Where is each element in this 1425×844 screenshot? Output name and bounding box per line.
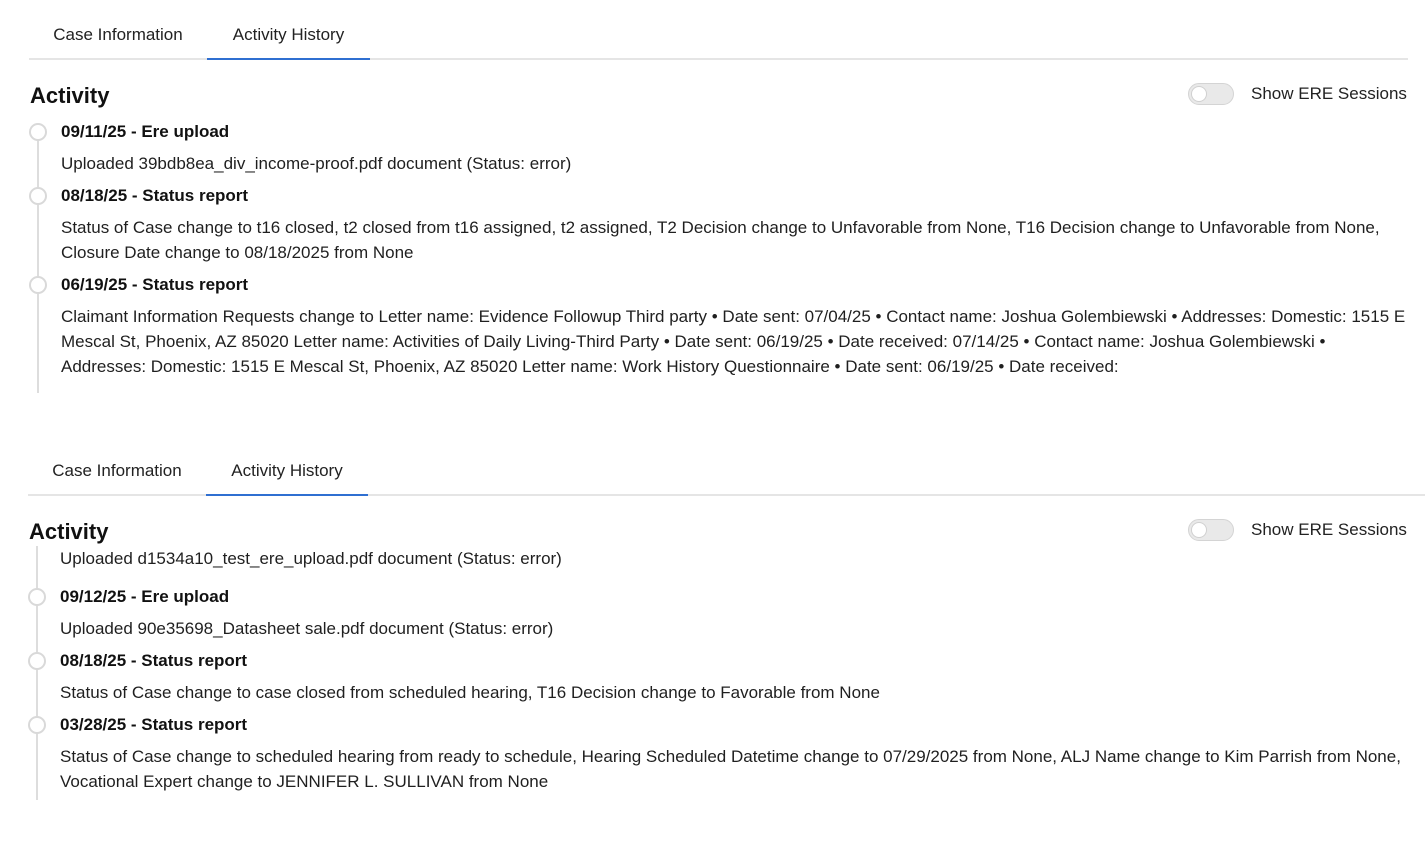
activity-panel-1 — [29, 22, 1409, 394]
activity-heading: Activity — [30, 83, 110, 108]
activity-timeline — [29, 120, 1409, 393]
timeline-dot — [29, 123, 47, 141]
timeline-entry — [28, 585, 1425, 641]
tab-case-information[interactable]: Case Information — [53, 25, 183, 44]
entry-title: 08/18/25 - Status report — [61, 186, 249, 205]
toggle-knob — [1191, 522, 1207, 538]
entry-title: 09/12/25 - Ere upload — [60, 587, 230, 606]
timeline-dot — [28, 716, 46, 734]
entry-title: 03/28/25 - Status report — [60, 715, 248, 734]
entry-body: Uploaded 90e35698_Datasheet sale.pdf document (Status: error) — [60, 619, 554, 638]
timeline-dot — [28, 588, 46, 606]
timeline-dot — [29, 187, 47, 205]
show-ere-sessions-label: Show ERE Sessions — [1251, 520, 1407, 539]
timeline-entry — [29, 120, 1409, 176]
timeline-entry — [29, 273, 1409, 379]
timeline-entry-partial — [28, 546, 1425, 571]
tab-bar — [29, 22, 1408, 60]
show-ere-sessions-toggle[interactable] — [1188, 83, 1234, 105]
entry-body: Uploaded 39bdb8ea_div_income-proof.pdf document (Status: error) — [61, 154, 572, 173]
entry-body: Claimant Information Requests change to Letter name: Evidence Followup Third party • Date sent: 07/04/25 • Contact name: Joshua Golembiewski • Addresses: Domestic: 1515 E Mescal St, Phoenix, AZ 85020 Letter name: Activities of Daily Living-Third Party • Date sent: 06/19/25 • Date received: 07/14/25 • Contact name: Joshua Golembiewski • Addresses: Domestic: 1515 E Mescal St, Phoenix, AZ 85020 Letter name: Work History Questionnaire • Date sent: 06/19/25 • Date received: — [61, 307, 1406, 376]
activity-timeline — [28, 546, 1425, 836]
show-ere-sessions-toggle[interactable] — [1188, 519, 1234, 541]
toggle-knob — [1191, 86, 1207, 102]
entry-body: Status of Case change to case closed from scheduled hearing, T16 Decision change to Favorable from None — [60, 683, 880, 702]
timeline-dot — [28, 652, 46, 670]
activity-heading: Activity — [29, 519, 109, 544]
timeline-dot — [29, 276, 47, 294]
entry-title: 09/11/25 - Ere upload — [61, 122, 230, 141]
entry-body: Status of Case change to scheduled hearing from ready to schedule, Hearing Scheduled Datetime change to 07/29/2025 from None, ALJ Name change to Kim Parrish from None, Vocational Expert change to JENNIFER L. SULLIVAN from None — [60, 747, 1401, 791]
tab-case-information[interactable]: Case Information — [52, 461, 182, 480]
entry-body: Status of Case change to t16 closed, t2 closed from t16 assigned, t2 assigned, T2 Decision change to Unfavorable from None, T16 Decision change to Unfavorable from None, Closure Date change to 08/18/2025 from None — [61, 218, 1380, 262]
entry-title: 06/19/25 - Status report — [61, 275, 249, 294]
tab-bar — [28, 458, 1425, 496]
tab-activity-history[interactable]: Activity History — [206, 458, 368, 494]
show-ere-sessions-label: Show ERE Sessions — [1251, 84, 1407, 103]
tab-activity-history[interactable]: Activity History — [207, 22, 370, 58]
timeline-entry — [28, 649, 1425, 705]
timeline-entry — [29, 184, 1409, 265]
timeline-entry — [28, 713, 1425, 794]
activity-panel-2 — [28, 458, 1425, 844]
entry-title: 08/18/25 - Status report — [60, 651, 248, 670]
entry-body: Uploaded d1534a10_test_ere_upload.pdf document (Status: error) — [60, 549, 562, 568]
